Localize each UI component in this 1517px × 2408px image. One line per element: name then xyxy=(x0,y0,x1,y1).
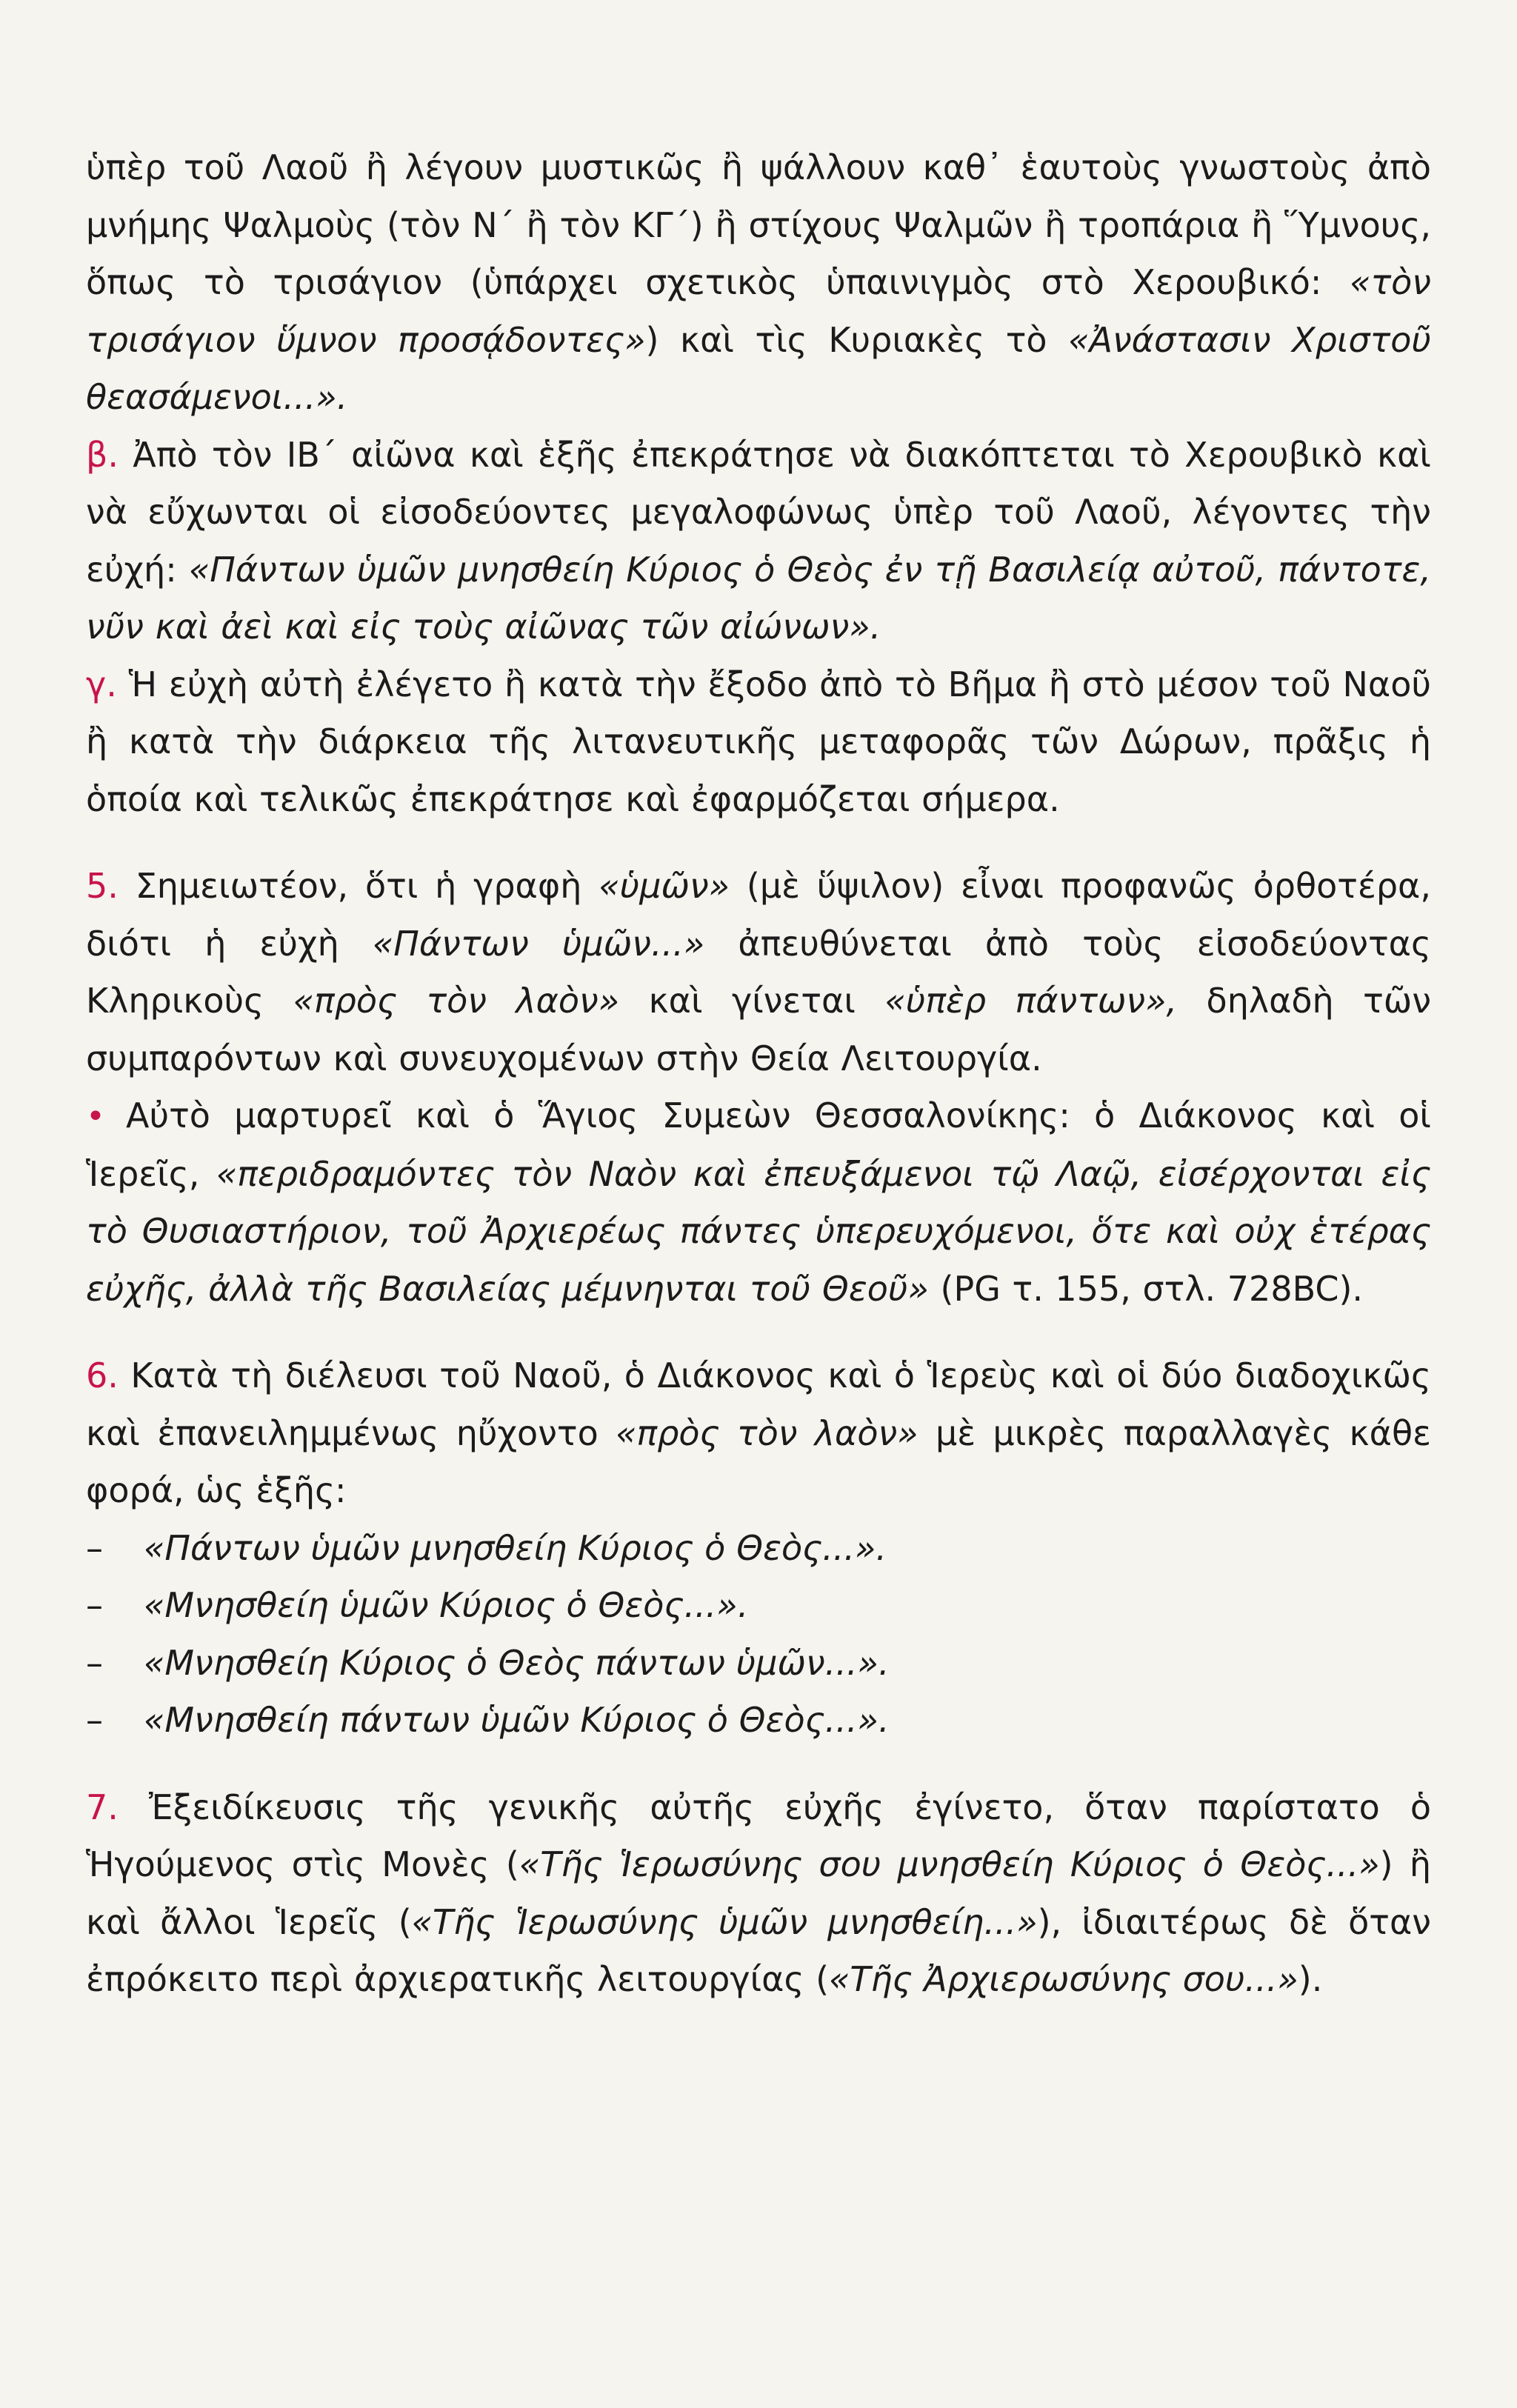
text-run: ἀπευθύνεται ἀπὸ τοὺς εἰσοδεύοντας Κληρικοὺς xyxy=(86,923,1431,1021)
quote: «ὑπὲρ πάντων», xyxy=(884,981,1178,1021)
text-run: Ἀπὸ τὸν ΙΒ΄ αἰῶνα καὶ ἑξῆς ἐπεκράτησε νὰ διακόπτεται τὸ Χερουβικὸ καὶ νὰ εὔχωνται οἱ εἰσοδεύοντες μεγαλοφώνως ὑπὲρ τοῦ Λαοῦ, λέγοντες τὴν εὐχή: xyxy=(86,434,1431,590)
text-run: Αὐτὸ μαρτυρεῖ καὶ ὁ Ἅγιος Συμεὼν Θεσσαλονίκης: ὁ Διάκονος καὶ οἱ Ἱερεῖς, xyxy=(86,1095,1431,1194)
text-run: ) ἢ καὶ ἄλλοι Ἱερεῖς ( xyxy=(86,1844,1431,1942)
text-run: δηλαδὴ τῶν συμπαρόντων καὶ συνευχομένων στὴν Θεία Λειτουργία. xyxy=(86,981,1432,1078)
quote: «Πάντων ὑμῶν...» xyxy=(372,923,705,964)
list-item-text: «Πάντων ὑμῶν μνησθείη Κύριος ὁ Θεὸς...». xyxy=(144,1527,887,1568)
quote: «περιδραμόντες τὸν Ναὸν καὶ ἐπευξάμενοι τῷ Λαῷ, εἰσέρχονται εἰς τὸ Θυσιαστήριον, τοῦ Ἀρχιερέως πάντες ὑπερευχόμενοι, ὅτε καὶ οὐχ ἑτέρας εὐχῆς, ἀλλὰ τῆς Βασιλείας μέμνηνται τοῦ Θεοῦ» xyxy=(86,1153,1431,1309)
quote: «πρὸς τὸν λαὸν» xyxy=(293,981,620,1021)
quote: «ὑμῶν» xyxy=(599,866,730,906)
text-run: Ἡ εὐχὴ αὐτὴ ἐλέγετο ἢ κατὰ τὴν ἔξοδο ἀπὸ τὸ Βῆμα ἢ στὸ μέσον τοῦ Ναοῦ ἢ κατὰ τὴν διάρκεια τῆς λιτανευτικῆς μεταφορᾶς τῶν Δώρων, πρᾶξις ἡ ὁποία καὶ τελικῶς ἐπεκράτησε καὶ ἐφαρμόζεται σήμερα. xyxy=(86,664,1431,819)
paragraph-6 xyxy=(86,1347,1431,1520)
dash-marker: – xyxy=(86,1700,103,1740)
text-run: ) καὶ τὶς Κυριακὲς τὸ xyxy=(645,319,1069,360)
dash-marker: – xyxy=(86,1527,103,1568)
formula-list xyxy=(86,1520,1431,1750)
quote: «Τῆς Ἱερωσύνης ὑμῶν μνησθείη...» xyxy=(411,1901,1038,1942)
text-run: Σημειωτέον, ὅτι ἡ γραφὴ xyxy=(118,866,599,906)
text-run: καὶ γίνεται xyxy=(619,981,885,1021)
quote: «πρὸς τὸν λαὸν» xyxy=(616,1413,918,1453)
paragraph-number: 7. xyxy=(86,1787,119,1827)
text-run: ). xyxy=(1298,1959,1323,1999)
text-run: Ἐξειδίκευσις τῆς γενικῆς αὐτῆς εὐχῆς ἐγίνετο, ὅταν παρίστατο ὁ Ἡγούμενος στὶς Μονὲς ( xyxy=(86,1787,1431,1884)
list-item xyxy=(86,1692,1431,1750)
list-item xyxy=(86,1577,1431,1635)
text-run: ὑπὲρ τοῦ Λαοῦ ἢ λέγουν μυστικῶς ἢ ψάλλουν καθ᾽ ἑαυτοὺς γνωστοὺς ἀπὸ μνήμης Ψαλμοὺς (τὸν Ν΄ ἢ τὸν ΚΓ΄) ἢ στίχους Ψαλμῶν ἢ τροπάρια ἢ Ὕμνους, ὅπως τὸ τρισάγιον (ὑπάρχει σχετικὸς ὑπαινιγμὸς στὸ Χερουβικό: xyxy=(86,147,1431,302)
bullet-paragraph xyxy=(86,1087,1431,1318)
list-item-text: «Μνησθείη πάντων ὑμῶν Κύριος ὁ Θεὸς...». xyxy=(144,1700,890,1740)
list-item xyxy=(86,1520,1431,1578)
bullet-icon: • xyxy=(86,1098,105,1135)
text-run: (PG τ. 155, στλ. 728BC). xyxy=(928,1268,1364,1309)
paragraph-beta xyxy=(86,427,1431,656)
quote: «Ἀνάστασιν Χριστοῦ θεασάμενοι...». xyxy=(86,319,1431,417)
list-item xyxy=(86,1635,1431,1692)
dash-marker: – xyxy=(86,1585,103,1625)
paragraph-gamma xyxy=(86,656,1431,829)
paragraph-5 xyxy=(86,858,1431,1087)
paragraph-number: β. xyxy=(86,434,119,475)
quote: «Τῆς Ἱερωσύνης σου μνησθείη Κύριος ὁ Θεὸς...» xyxy=(519,1844,1380,1884)
intro-paragraph xyxy=(86,139,1431,427)
list-item-text: «Μνησθείη Κύριος ὁ Θεὸς πάντων ὑμῶν...». xyxy=(144,1642,890,1683)
text-run: ), ἰδιαιτέρως δὲ ὅταν ἐπρόκειτο περὶ ἀρχιερατικῆς λειτουργίας ( xyxy=(86,1901,1431,1999)
quote: «τὸν τρισάγιον ὕμνον προσᾴδοντες» xyxy=(86,262,1431,360)
text-run: (μὲ ὕψιλον) εἶναι προφανῶς ὀρθοτέρα, διότι ἡ εὐχὴ xyxy=(86,866,1431,964)
quote: «Τῆς Ἀρχιερωσύνης σου...» xyxy=(829,1959,1298,1999)
paragraph-number: 5. xyxy=(86,866,119,906)
list-item-text: «Μνησθείη ὑμῶν Κύριος ὁ Θεὸς...». xyxy=(144,1585,749,1625)
paragraph-number: γ. xyxy=(86,664,117,704)
paragraph-number: 6. xyxy=(86,1355,119,1395)
dash-marker: – xyxy=(86,1642,103,1683)
text-run: Κατὰ τὴ διέλευσι τοῦ Ναοῦ, ὁ Διάκονος καὶ ὁ Ἱερεὺς καὶ οἱ δύο διαδοχικῶς καὶ ἐπανειλημμένως ηὔχοντο xyxy=(86,1355,1431,1453)
paragraph-7 xyxy=(86,1779,1431,2009)
text-run: μὲ μικρὲς παραλλαγὲς κάθε φορά, ὡς ἑξῆς: xyxy=(86,1413,1431,1510)
quote: «Πάντων ὑμῶν μνησθείη Κύριος ὁ Θεὸς ἐν τῇ Βασιλείᾳ αὐτοῦ, πάντοτε, νῦν καὶ ἀεὶ καὶ εἰς τοὺς αἰῶνας τῶν αἰώνων». xyxy=(86,549,1431,647)
